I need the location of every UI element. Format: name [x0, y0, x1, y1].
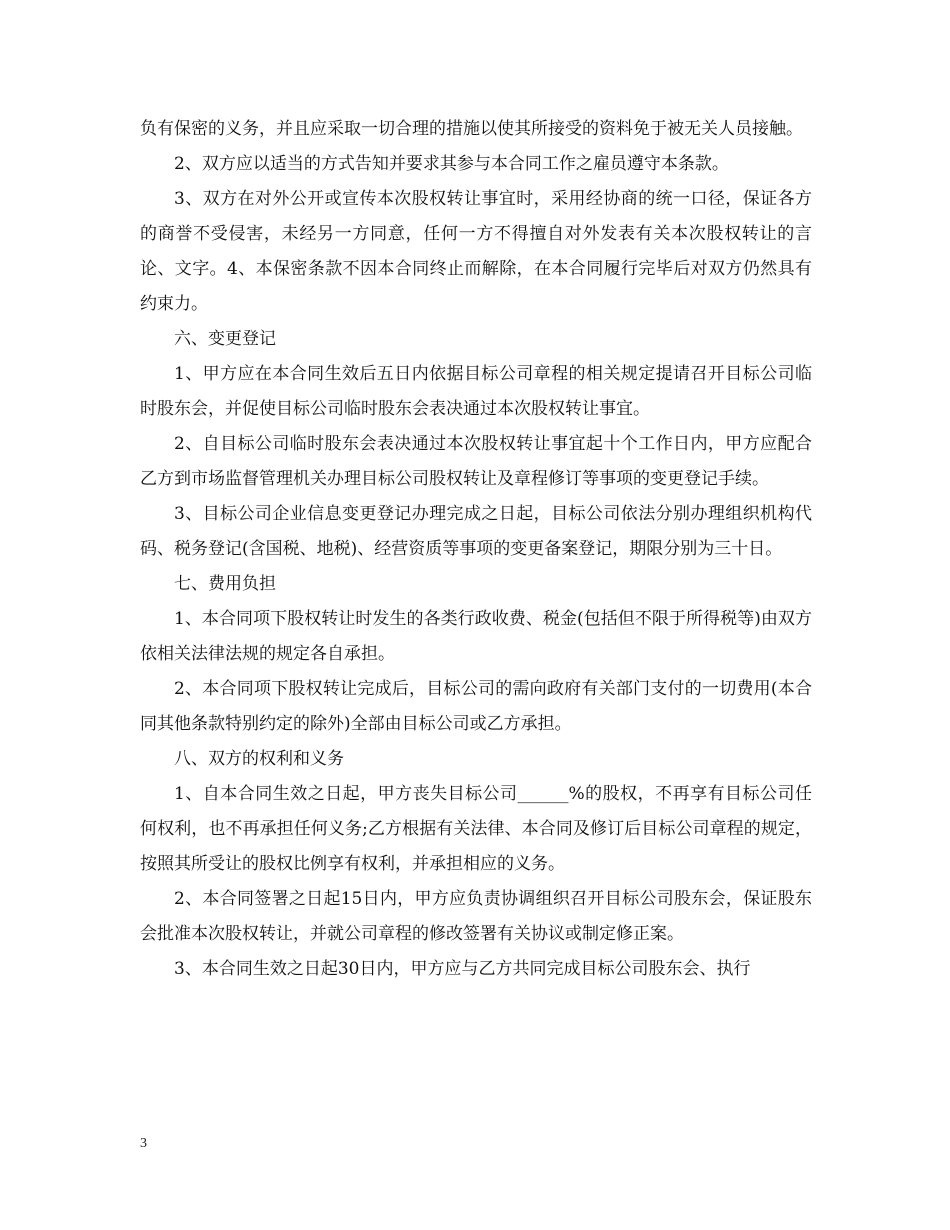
- paragraph-clause-6-2: 2、自目标公司临时股东会表决通过本次股权转让事宜起十个工作日内，甲方应配合乙方到市场监督管理机关办理目标公司股权转让及章程修订等事项的变更登记手续。: [140, 434, 812, 489]
- section-heading-8: 八、双方的权利和义务: [174, 749, 344, 769]
- paragraph-clause-5-3: 3、双方在对外公开或宣传本次股权转让事宜时，采用经协商的统一口径，保证各方的商誉不受侵害，未经另一方同意，任何一方不得擅自对外发表有关本次股权转让的言论、文字。4、本保密条款不因本合同终止而解除，在本合同履行完毕后对双方仍然具有约束力。: [140, 189, 812, 314]
- section-heading-7: 七、费用负担: [174, 574, 276, 594]
- paragraph-clause-6-1: 1、甲方应在本合同生效后五日内依据目标公司章程的相关规定提请召开目标公司临时股东会，并促使目标公司临时股东会表决通过本次股权转让事宜。: [140, 364, 812, 419]
- page-number: 3: [140, 1136, 147, 1151]
- section-heading-6: 六、变更登记: [174, 329, 276, 349]
- paragraph-continuation: 负有保密的义务，并且应采取一切合理的措施以使其所接受的资料免于被无关人员接触。: [140, 119, 803, 139]
- paragraph-clause-8-2: 2、本合同签署之日起15日内，甲方应负责协调组织召开目标公司股东会，保证股东会批准本次股权转让，并就公司章程的修改签署有关协议或制定修正案。: [140, 889, 812, 944]
- paragraph-clause-7-1: 1、本合同项下股权转让时发生的各类行政收费、税金(包括但不限于所得税等)由双方依相关法律法规的规定各自承担。: [140, 609, 812, 664]
- paragraph-clause-8-3: 3、本合同生效之日起30日内，甲方应与乙方共同完成目标公司股东会、执行: [174, 959, 751, 979]
- paragraph-clause-6-3: 3、目标公司企业信息变更登记办理完成之日起，目标公司依法分别办理组织机构代码、税务登记(含国税、地税)、经营资质等事项的变更备案登记，期限分别为三十日。: [140, 504, 812, 559]
- paragraph-clause-7-2: 2、本合同项下股权转让完成后，目标公司的需向政府有关部门支付的一切费用(本合同其他条款特别约定的除外)全部由目标公司或乙方承担。: [140, 679, 812, 734]
- paragraph-clause-8-1: 1、自本合同生效之日起，甲方丧失目标公司______%的股权，不再享有目标公司任何权利，也不再承担任何义务;乙方根据有关法律、本合同及修订后目标公司章程的规定，按照其所受让的股权比例享有权利，并承担相应的义务。: [140, 784, 812, 874]
- paragraph-clause-5-2: 2、双方应以适当的方式告知并要求其参与本合同工作之雇员遵守本条款。: [174, 154, 729, 174]
- document-body: [140, 112, 812, 987]
